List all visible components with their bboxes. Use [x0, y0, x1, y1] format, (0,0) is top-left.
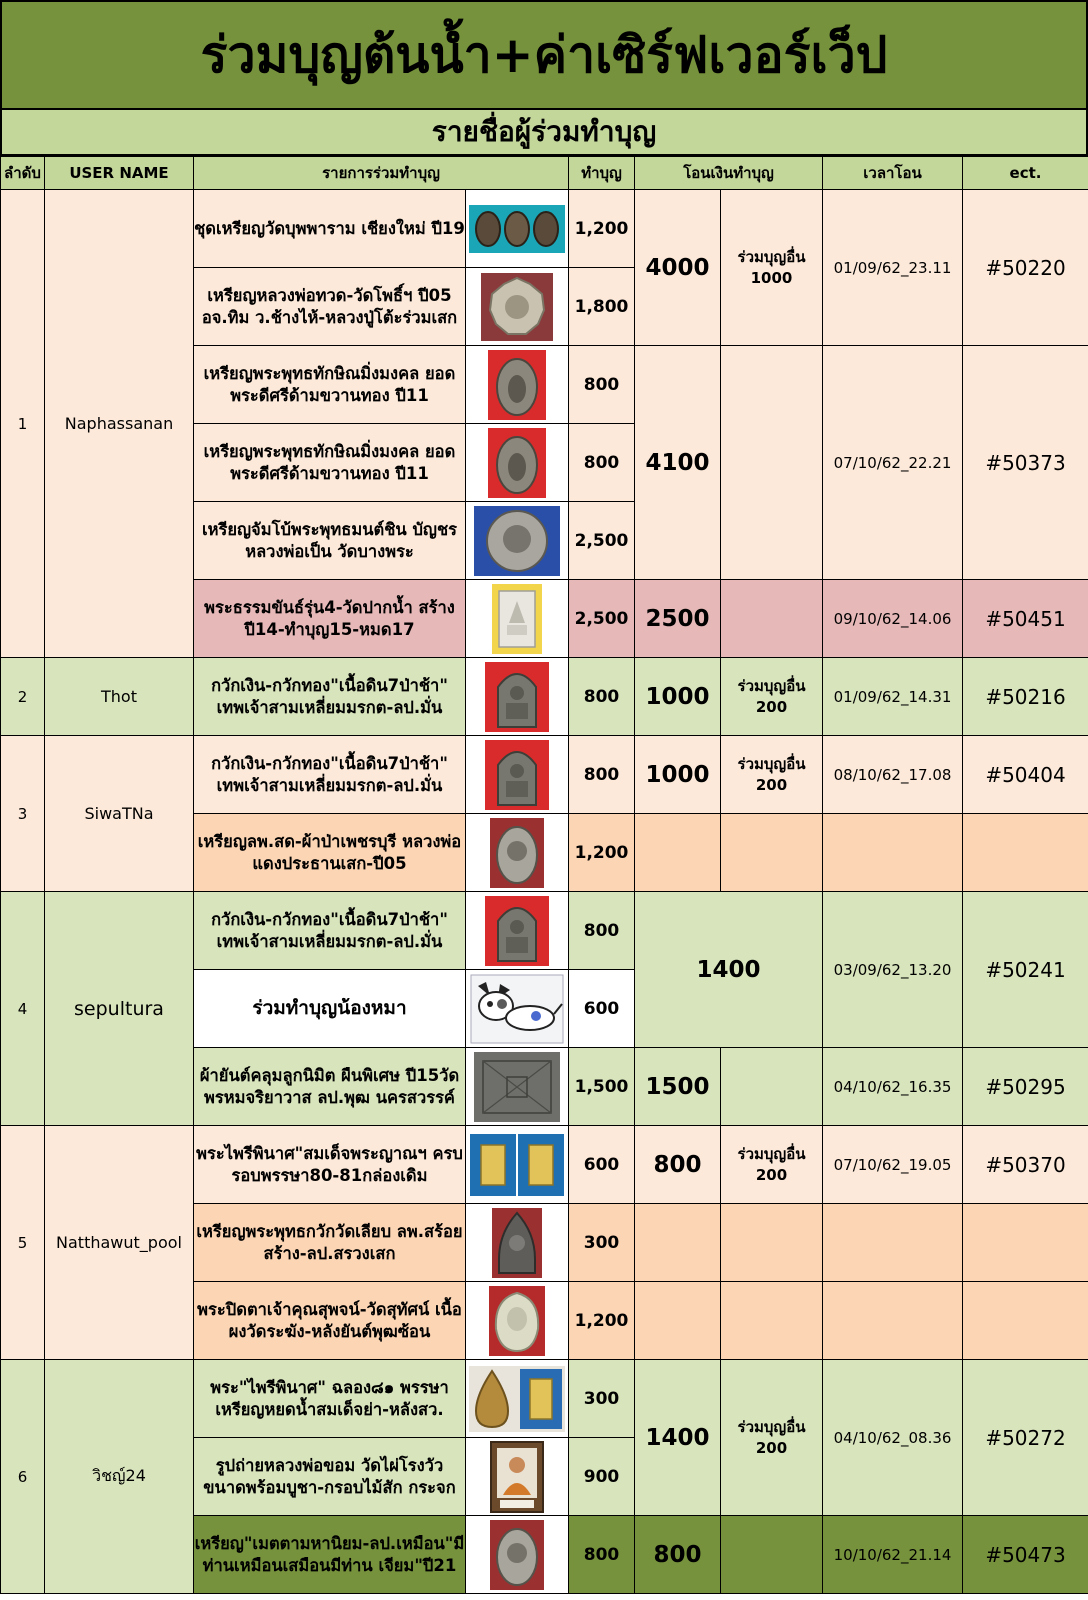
coin-set-icon — [468, 204, 566, 254]
item-name: พระ"ไพรีพินาศ" ฉลอง๘๑ พรรษา เหรียญหยดน้ำสมเด็จย่า-หลังสว. — [194, 1360, 466, 1438]
item-name: ร่วมทำบุญน้องหมา — [194, 970, 466, 1048]
item-image — [466, 346, 569, 424]
empty-cell — [635, 1282, 721, 1360]
amulet-icon — [484, 661, 550, 733]
amulet-icon — [484, 895, 550, 967]
transfer-time: 07/10/62_22.21 — [823, 346, 963, 580]
extra-amount: 200 — [755, 775, 788, 794]
transfer-total: 1400 — [635, 892, 823, 1048]
member-user: Natthawut_pool — [45, 1126, 194, 1360]
item-amount: 800 — [569, 424, 635, 502]
item-amount: 800 — [569, 892, 635, 970]
item-amount: 1,200 — [569, 814, 635, 892]
item-name: ชุดเหรียญวัดบุพพาราม เชียงใหม่ ปี19 — [194, 190, 466, 268]
transfer-ref: #50220 — [963, 190, 1088, 346]
empty-cell — [721, 1204, 823, 1282]
transfer-time: 01/09/62_23.11 — [823, 190, 963, 346]
member-no: 2 — [1, 658, 45, 736]
item-image — [466, 814, 569, 892]
item-name: พระปิดตาเจ้าคุณสุพจน์-วัดสุทัศน์ เนื้อผงวัดระฆัง-หลังยันต์พุฒซ้อน — [194, 1282, 466, 1360]
extra-amount: 200 — [755, 697, 788, 716]
header-item: รายการร่วมทำบุญ — [194, 157, 569, 190]
empty-cell — [963, 1282, 1088, 1360]
transfer-time: 08/10/62_17.08 — [823, 736, 963, 814]
transfer-time: 09/10/62_14.06 — [823, 580, 963, 658]
header-user: USER NAME — [45, 157, 194, 190]
transfer-ref: #50370 — [963, 1126, 1088, 1204]
item-amount: 2,500 — [569, 580, 635, 658]
item-image — [466, 892, 569, 970]
empty-cell — [721, 814, 823, 892]
item-image — [466, 1438, 569, 1516]
item-image — [466, 970, 569, 1048]
extra-amount: 1000 — [750, 268, 793, 287]
page-title: ร่วมบุญต้นน้ำ+ค่าเซิร์ฟเวอร์เว็ป — [0, 0, 1088, 110]
transfer-time: 03/09/62_13.20 — [823, 892, 963, 1048]
transfer-extra — [721, 1360, 823, 1516]
empty-cell — [721, 1282, 823, 1360]
transfer-ref: #50451 — [963, 580, 1088, 658]
item-name: ผ้ายันต์คลุมลูกนิมิต ผืนพิเศษ ปี15วัดพรหมจริยาวาส ลป.พุฒ นครสวรรค์ — [194, 1048, 466, 1126]
transfer-extra — [721, 658, 823, 736]
member-no: 3 — [1, 736, 45, 892]
item-image — [466, 1204, 569, 1282]
extra-label: ร่วมบุญอื่น — [737, 248, 806, 267]
item-name: เหรียญหลวงพ่อทวด-วัดโพธิ์ฯ ปี05 อจ.ทิม ว.ช้างไห้-หลวงปู่โต้ะร่วมเสก — [194, 268, 466, 346]
member-user: Thot — [45, 658, 194, 736]
header-time: เวลาโอน — [823, 157, 963, 190]
transfer-total: 800 — [635, 1126, 721, 1204]
header-ect: ect. — [963, 157, 1088, 190]
item-amount: 800 — [569, 736, 635, 814]
extra-amount: 200 — [755, 1438, 788, 1457]
empty-cell — [635, 814, 721, 892]
table-row — [1, 1126, 1088, 1204]
extra-amount: 200 — [755, 1165, 788, 1184]
item-amount: 1,500 — [569, 1048, 635, 1126]
coin-and-box-icon — [468, 1365, 566, 1433]
item-name: กวักเงิน-กวักทอง"เนื้อดิน7ป่าช้า" เทพเจ้าสามเหลี่ยมมรกต-ลป.มั่น — [194, 892, 466, 970]
member-user: วิชญ์24 — [45, 1360, 194, 1594]
empty-cell — [963, 814, 1088, 892]
amulet-icon — [488, 1285, 546, 1357]
coin-icon — [489, 1519, 545, 1591]
transfer-ref: #50373 — [963, 346, 1088, 580]
empty-cell — [963, 1204, 1088, 1282]
item-image — [466, 580, 569, 658]
item-image — [466, 736, 569, 814]
coin-icon — [487, 349, 547, 421]
coin-icon — [487, 427, 547, 499]
item-image — [466, 1360, 569, 1438]
table-row — [1, 892, 1088, 970]
item-amount: 800 — [569, 346, 635, 424]
item-amount: 300 — [569, 1204, 635, 1282]
member-no: 5 — [1, 1126, 45, 1360]
transfer-ref: #50473 — [963, 1516, 1088, 1594]
transfer-total: 1500 — [635, 1048, 721, 1126]
item-name: พระธรรมขันธ์รุ่น4-วัดปากน้ำ สร้างปี14-ทำบุญ15-หมด17 — [194, 580, 466, 658]
member-no: 1 — [1, 190, 45, 658]
amulet-pair-icon — [469, 1133, 565, 1197]
item-image — [466, 1282, 569, 1360]
amulet-icon — [491, 583, 543, 655]
transfer-time: 01/09/62_14.31 — [823, 658, 963, 736]
item-name: รูปถ่ายหลวงพ่อขอม วัดไผ่โรงวัว ขนาดพร้อมบูชา-กรอบไม้สัก กระจก — [194, 1438, 466, 1516]
coin-icon — [480, 272, 554, 342]
transfer-time: 10/10/62_21.14 — [823, 1516, 963, 1594]
header-no: ลำดับ — [1, 157, 45, 190]
member-no: 4 — [1, 892, 45, 1126]
item-image — [466, 1048, 569, 1126]
item-image — [466, 1126, 569, 1204]
item-amount: 2,500 — [569, 502, 635, 580]
transfer-extra — [721, 736, 823, 814]
extra-label: ร่วมบุญอื่น — [737, 1145, 806, 1164]
extra-label: ร่วมบุญอื่น — [737, 677, 806, 696]
transfer-extra — [721, 1516, 823, 1594]
transfer-total: 1000 — [635, 658, 721, 736]
coin-icon — [473, 505, 561, 577]
dog-icon — [470, 974, 564, 1044]
item-amount: 1,200 — [569, 1282, 635, 1360]
transfer-ref: #50295 — [963, 1048, 1088, 1126]
item-name: เหรียญพระพุทธทักษิณมิ่งมงคล ยอดพระดีศรีด้ามขวานทอง ปี11 — [194, 346, 466, 424]
member-user: sepultura — [45, 892, 194, 1126]
member-no: 6 — [1, 1360, 45, 1594]
item-amount: 600 — [569, 970, 635, 1048]
transfer-ref: #50272 — [963, 1360, 1088, 1516]
item-image — [466, 502, 569, 580]
item-name: เหรียญลพ.สด-ผ้าป่าเพชรบุรี หลวงพ่อแดงประธานเสก-ปี05 — [194, 814, 466, 892]
table-row — [1, 658, 1088, 736]
member-user: SiwaTNa — [45, 736, 194, 892]
transfer-ref: #50404 — [963, 736, 1088, 814]
item-amount: 300 — [569, 1360, 635, 1438]
extra-label: ร่วมบุญอื่น — [737, 755, 806, 774]
item-name: เหรียญจัมโบ้พระพุทธมนต์ชิน บัญชรหลวงพ่อเป็น วัดบางพระ — [194, 502, 466, 580]
item-name: กวักเงิน-กวักทอง"เนื้อดิน7ป่าช้า" เทพเจ้าสามเหลี่ยมมรกต-ลป.มั่น — [194, 736, 466, 814]
item-name: กวักเงิน-กวักทอง"เนื้อดิน7ป่าช้า" เทพเจ้าสามเหลี่ยมมรกต-ลป.มั่น — [194, 658, 466, 736]
item-amount: 600 — [569, 1126, 635, 1204]
transfer-extra — [721, 190, 823, 346]
transfer-total: 4000 — [635, 190, 721, 346]
item-image — [466, 658, 569, 736]
transfer-total: 800 — [635, 1516, 721, 1594]
member-user: Naphassanan — [45, 190, 194, 658]
empty-cell — [823, 814, 963, 892]
header-transfer: โอนเงินทำบุญ — [635, 157, 823, 190]
table-row — [1, 190, 1088, 268]
item-amount: 1,800 — [569, 268, 635, 346]
transfer-time: 07/10/62_19.05 — [823, 1126, 963, 1204]
empty-cell — [823, 1282, 963, 1360]
transfer-ref: #50241 — [963, 892, 1088, 1048]
coin-icon — [491, 1207, 543, 1279]
item-amount: 800 — [569, 658, 635, 736]
item-amount: 800 — [569, 1516, 635, 1594]
transfer-total: 2500 — [635, 580, 721, 658]
photo-frame-icon — [490, 1441, 544, 1513]
table-row — [1, 1360, 1088, 1438]
item-name: เหรียญพระพุทธกวักวัดเลียบ ลพ.สร้อยสร้าง-ลป.สรวงเสก — [194, 1204, 466, 1282]
transfer-time: 04/10/62_08.36 — [823, 1360, 963, 1516]
amulet-icon — [484, 739, 550, 811]
item-name: พระไพรีพินาศ"สมเด็จพระญาณฯ ครบรอบพรรษา80-81กล่องเดิม — [194, 1126, 466, 1204]
header-amount: ทำบุญ — [569, 157, 635, 190]
transfer-extra — [721, 580, 823, 658]
coin-icon — [489, 817, 545, 889]
item-image — [466, 190, 569, 268]
transfer-ref: #50216 — [963, 658, 1088, 736]
item-image — [466, 1516, 569, 1594]
extra-label: ร่วมบุญอื่น — [737, 1418, 806, 1437]
cloth-icon — [473, 1051, 561, 1123]
transfer-total: 4100 — [635, 346, 721, 580]
item-amount: 1,200 — [569, 190, 635, 268]
transfer-extra — [721, 346, 823, 580]
empty-cell — [635, 1204, 721, 1282]
item-name: เหรียญ"เมตตามหานิยม-ลป.เหมือน"มีท่านเหมือนเสมือนมีท่าน เจียม"ปี21 — [194, 1516, 466, 1594]
empty-cell — [823, 1204, 963, 1282]
header-row — [1, 157, 1088, 190]
item-amount: 900 — [569, 1438, 635, 1516]
item-image — [466, 424, 569, 502]
transfer-total: 1400 — [635, 1360, 721, 1516]
item-name: เหรียญพระพุทธทักษิณมิ่งมงคล ยอดพระดีศรีด้ามขวานทอง ปี11 — [194, 424, 466, 502]
item-image — [466, 268, 569, 346]
donor-table — [0, 156, 1088, 1594]
transfer-extra — [721, 1126, 823, 1204]
table-row — [1, 736, 1088, 814]
transfer-extra — [721, 1048, 823, 1126]
transfer-time: 04/10/62_16.35 — [823, 1048, 963, 1126]
transfer-total: 1000 — [635, 736, 721, 814]
page-subtitle: รายชื่อผู้ร่วมทำบุญ — [0, 110, 1088, 156]
